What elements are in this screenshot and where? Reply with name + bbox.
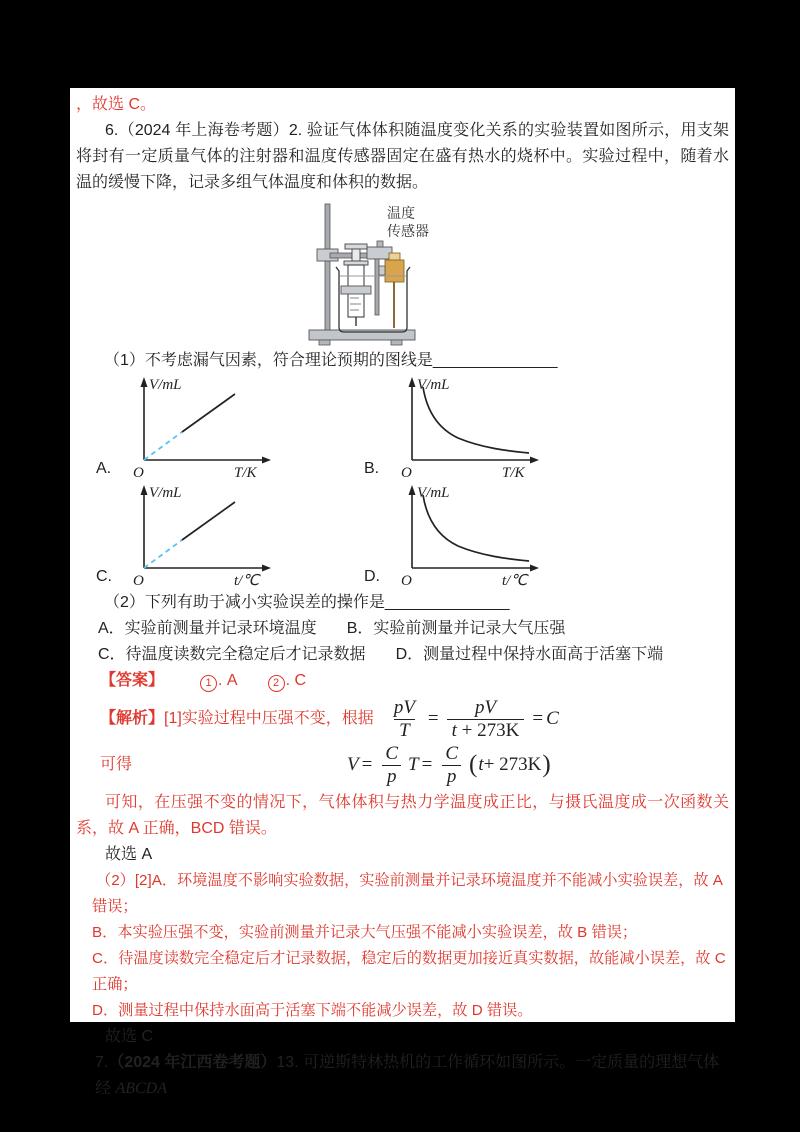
graph-d-letter: D.: [364, 568, 380, 585]
graph-option-d: [364, 482, 632, 590]
q7-source: （2024 年江西卷考题）: [108, 1054, 277, 1071]
explanation-line-b: B．本实验压强不变，实验前测量并记录大气压强不能减小实验误差，故 B 错误；: [92, 924, 638, 941]
explanation-line-a: （2）[2]A．环境温度不影响实验数据，实验前测量并记录环境温度并不能减小实验误差，故 A 错误；: [92, 872, 723, 915]
graph-a-letter: A.: [96, 460, 112, 477]
sub-question-2: [76, 590, 729, 616]
graph-option-b: [364, 374, 632, 482]
q7-number: 7.: [95, 1054, 109, 1071]
explanation-line-c: C．待温度读数完全稳定后才记录数据，稳定后的数据更加接近真实数据，故能减小误差，故 C 正确；: [92, 950, 726, 993]
graph-a-xlabel: T/K: [234, 465, 257, 481]
analysis-line-1: [76, 694, 729, 744]
sensor-label-line2: 传感器: [387, 223, 429, 239]
q1-prompt: （1）不考虑漏气因素，符合理论预期的图线是: [104, 352, 433, 369]
conclusion-2: 故选 C: [105, 1028, 154, 1045]
graph-c-plot: [128, 482, 278, 590]
formula-1: $\frac{pV}{T}$ = $\frac{pV}{t + 273K}$ = C: [393, 696, 559, 741]
sensor-label-line1: 温度: [387, 205, 415, 221]
answer-2: 2 . C: [268, 672, 306, 689]
q7-body: 13. 可逆斯特林热机的工作循环如图所示。一定质量的理想气体经: [95, 1054, 720, 1097]
graph-c-xlabel: t/℃: [234, 573, 260, 589]
prev-answer-line: ，故选 C。: [76, 96, 157, 113]
arm-clamp: [367, 247, 392, 259]
document-page: [70, 88, 735, 1097]
graph-row-2: [96, 482, 729, 590]
options-row-1: [76, 616, 729, 642]
horizontal-arm: [330, 253, 370, 258]
sensor-cap: [389, 253, 400, 260]
answer-line: [76, 668, 729, 694]
graph-a-origin: O: [133, 465, 144, 481]
analysis-lead: 【解析】[1]实验过程中压强不变，根据: [100, 710, 374, 727]
options-row-2: [76, 642, 729, 668]
option-c: C．待温度读数完全稳定后才记录数据: [98, 646, 366, 663]
graph-d-ylabel: V/mL: [417, 485, 450, 501]
graph-d-origin: O: [401, 573, 412, 589]
answer-tag: 【答案】: [100, 672, 165, 689]
sub-question-1: [76, 348, 729, 374]
apparatus-diagram: [303, 200, 443, 346]
stand-rod: [325, 204, 330, 332]
graph-a-ylabel: V/mL: [149, 377, 182, 393]
kede-label: 可得: [100, 756, 133, 773]
q1-blank: ______________: [432, 352, 558, 369]
graph-c-ylabel: V/mL: [149, 485, 182, 501]
graph-b-ylabel: V/mL: [417, 377, 450, 393]
q2-prompt: （2）下列有助于减小实验误差的操作是: [104, 594, 385, 611]
explanation-line-d: D．测量过程中保持水面高于活塞下端不能减少误差，故 D 错误。: [92, 1002, 533, 1019]
answer-1: 1 . A: [200, 672, 238, 689]
option-b: B．实验前测量并记录大气压强: [346, 620, 566, 637]
analysis-tag: 【解析】: [100, 710, 165, 727]
analysis-paragraph: 可知，在压强不变的情况下，气体体积与热力学温度成正比，与摄氏温度成一次函数关系，故 A 正确，BCD 错误。: [76, 794, 729, 837]
graph-b-plot: [396, 374, 546, 482]
graph-row-1: [96, 374, 729, 482]
option-a: A．实验前测量并记录环境温度: [98, 620, 317, 637]
temperature-sensor: [385, 260, 404, 282]
graph-d-plot: [396, 482, 546, 590]
apparatus-figure: [303, 200, 443, 346]
graph-c-letter: C.: [96, 568, 112, 585]
option-d: D．测量过程中保持水面高于活塞下端: [395, 646, 664, 663]
q7-cycle-label: ABCDA: [115, 1080, 167, 1097]
question-6-text: 6.（2024 年上海卷考题）2. 验证气体体积随温度变化关系的实验装置如图所示，用支架将封有一定质量气体的注射器和温度传感器固定在盛有热水的烧杯中。实验过程中，随着水温的缓慢下降，记录多组气体温度和体积的数据。: [76, 122, 729, 191]
q2-blank: ______________: [384, 594, 510, 611]
conclusion-1: 故选 A: [105, 846, 153, 863]
formula-2: V = $\frac{C}{p}$ T = $\frac{C}{p}$ ( t + 273K ): [347, 742, 551, 787]
question-7-text: [76, 1050, 729, 1102]
graph-a-plot: [128, 374, 278, 482]
graph-d-xlabel: t/℃: [502, 573, 528, 589]
analysis-line-2: [76, 744, 729, 786]
syringe-handle: [345, 244, 367, 249]
graph-c-origin: O: [133, 573, 144, 589]
graph-b-xlabel: T/K: [502, 465, 525, 481]
circled-1: 1: [200, 675, 217, 692]
circled-2: 2: [268, 675, 285, 692]
graph-option-a: [96, 374, 364, 482]
graph-b-letter: B.: [364, 460, 380, 477]
syringe-clamp: [341, 286, 371, 294]
graph-b-origin: O: [401, 465, 412, 481]
graph-option-c: [96, 482, 364, 590]
